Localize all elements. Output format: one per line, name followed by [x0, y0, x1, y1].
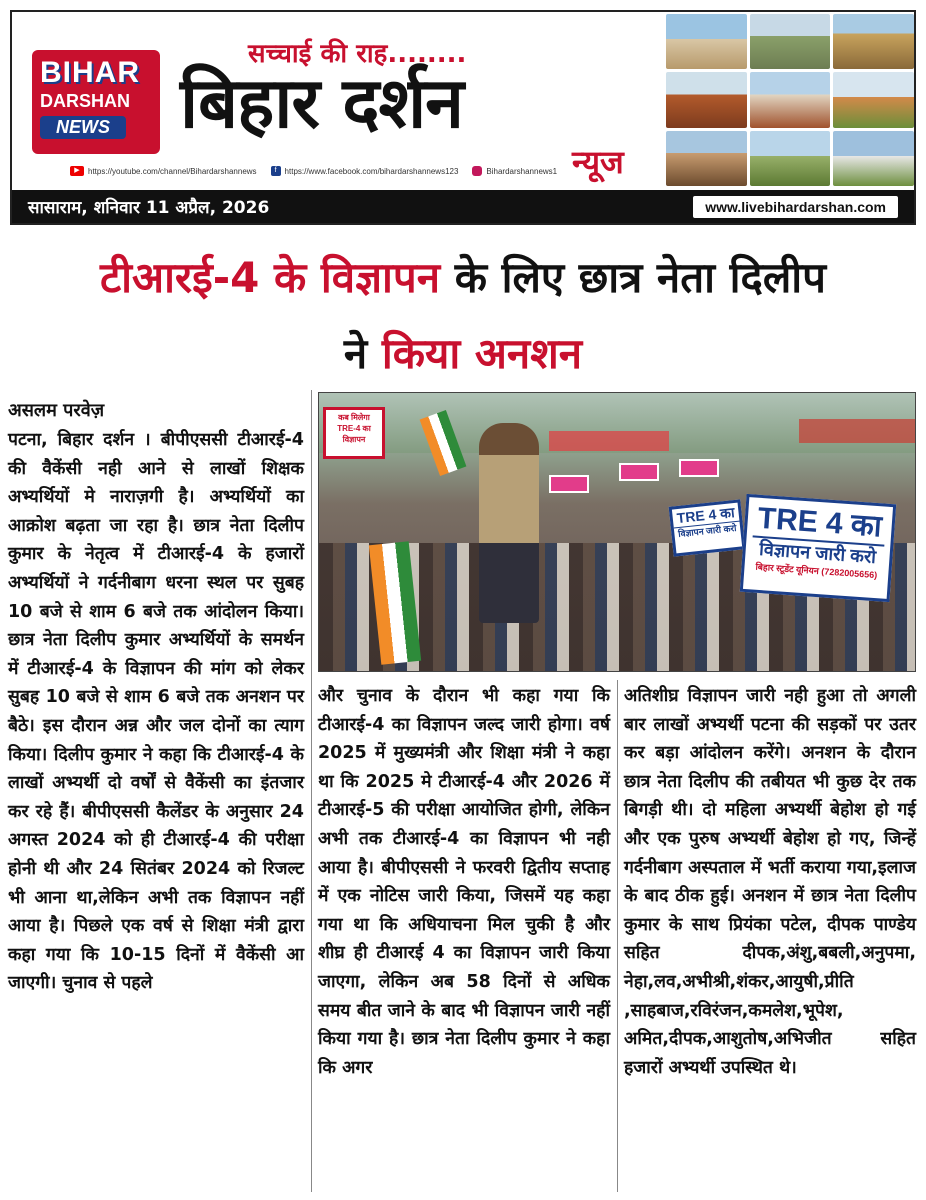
protest-photo	[318, 392, 916, 672]
headline	[0, 240, 926, 392]
youtube-url: https://youtube.com/channel/Bihardarshannews	[88, 166, 257, 176]
collage-photo	[666, 14, 747, 69]
logo-darshan-text: DARSHAN	[40, 91, 130, 111]
byline: असलम परवेज़	[8, 400, 105, 421]
collage-photo	[833, 131, 914, 186]
placard-mid-line-2: विज्ञापन जारी करो	[674, 521, 741, 541]
collage-photo	[833, 72, 914, 127]
article-column-3: अतिशीघ्र विज्ञापन जारी नही हुआ तो अगली बार लाखों अभ्यर्थी पटना की सड़कों पर उतर कर बड़ा आंदोलन करेंगे। अनशन के दौरान छात्र नेता दिलीप की तबीयत भी कुछ देर तक बिगड़ी थी। दो महिला अभ्यर्थी बेहोश हो गई और एक पुरुष अभ्यर्थी बेहोश हो गए, जिन्हें गर्दनीबाग अस्पताल में भर्ती कराया गया,इलाज के बाद ठीक हुई। अनशन में छात्र नेता दिलीप कुमार के साथ प्रियंका पटेल, दीपक पाण्डेय सहित दीपक,अंशु,बबली,अनुपमा, नेहा,लव,अभीश्री,शंकर,आयुषी,प्रीति ,साहबाज,रविरंजन,कमलेश,भूपेश, अमित,दीपक,आशुतोष,अभिजीत सहित हजारों अभ्यर्थी उपस्थित थे।	[624, 686, 916, 1078]
placard-big-line-3: बिहार स्टूडेंट यूनियन (7282005656)	[755, 561, 878, 581]
masthead	[10, 10, 916, 225]
headline-black-part-2: ने	[343, 329, 368, 378]
placard-mid-line-1: TRE 4 का	[675, 504, 736, 527]
logo-news-text: NEWS	[40, 116, 126, 139]
social-links	[70, 162, 557, 180]
collage-photo	[833, 14, 914, 69]
photo-tent	[799, 419, 916, 443]
paper-name: बिहार दर्शन	[180, 62, 464, 144]
tagline: सच्चाई की राह........	[248, 39, 467, 69]
photo-pink-placard	[679, 459, 719, 477]
placard-big-line-2: विज्ञापन जारी करो	[751, 535, 884, 568]
photo-tent	[549, 431, 669, 451]
logo-bihar-text: BIHAR	[40, 56, 140, 89]
paper-subtitle: न्यूज	[572, 143, 624, 181]
collage-photo	[750, 72, 831, 127]
facebook-url: https://www.facebook.com/bihardarshannews123	[284, 166, 459, 176]
headline-line-1	[0, 240, 926, 316]
photo-placard-mid	[669, 499, 746, 556]
facebook-icon: f	[271, 166, 281, 176]
headline-red-part-1: टीआरई-4 के विज्ञापन	[99, 253, 441, 302]
photo-pink-placard	[619, 463, 659, 481]
dateline-bar	[12, 190, 914, 223]
youtube-icon: ▶	[70, 166, 84, 176]
collage-photo	[750, 131, 831, 186]
website-url: www.livebihardarshan.com	[693, 196, 898, 218]
headline-line-2	[0, 316, 926, 392]
collage-photo	[666, 131, 747, 186]
photo-placard-big	[740, 494, 896, 602]
youtube-link	[70, 166, 257, 176]
article-column-2: और चुनाव के दौरान भी कहा गया कि टीआरई-4 का विज्ञापन जल्द जारी होगा। वर्ष 2025 में मुख्यमंत्री और शिक्षा मंत्री ने कहा था कि 2025 मे टीआरई-4 और 2026 में टीआरई-5 की परीक्षा आयोजित होगी, लेकिन अभी तक टीआरई-4 का विज्ञापन भी नही आया है। बीपीएससी ने फरवरी द्वितीय सप्ताह में एक नोटिस जारी किया, जिसमें यह कहा गया था कि अधियाचना मिल चुकी है और शीघ्र ही टीआरई 4 का विज्ञापन जारी किया जाएगा, लेकिन अब 58 दिनों से अधिक समय बीत जाने के बाद भी विज्ञापन जारी नहीं किया गया है। छात्र नेता दिलीप कुमार ने कहा कि अगर	[318, 686, 610, 1078]
photo-speaker-figure	[479, 423, 539, 623]
placard-big-line-1: TRE 4 का	[756, 501, 883, 544]
dateline: सासाराम, शनिवार 11 अप्रैल, 2026	[28, 198, 270, 218]
instagram-handle: Bihardarshannews1	[486, 166, 558, 176]
collage-photo	[750, 14, 831, 69]
headline-red-part-2: किया अनशन	[381, 329, 583, 378]
article-text-1: पटना, बिहार दर्शन । बीपीएससी टीआरई-4 की वैकेंसी नही आने से लाखों शिक्षक अभ्यर्थियों मे नाराज़गी है। अभ्यर्थियों का आक्रोश बढ़ता जा रहा है। छात्र नेता दिलीप कुमार के नेतृत्व में टीआरई-4 के हजारों अभ्यर्थियों ने गर्दनीबाग धरना स्थल पर सुबह 10 बजे से शाम 6 बजे तक आंदोलन किया। छात्र नेता दिलीप कुमार अभ्यर्थियों के समर्थन में टीआरई-4 के विज्ञापन की मांग को लेकर सुबह 10 बजे से शाम 6 बजे तक अनशन पर बैठे। इस दौरान अन्न और जल दोनों का त्याग किया। दिलीप कुमार ने कहा कि टीआरई-4 के लाखों अभ्यर्थी दो वर्षों से वैकेंसी का इंतजार कर रहे हैं। बीपीएससी कैलेंडर के अनुसार 24 अगस्त 2024 को ही टीआरई-4 की परीक्षा होनी थी और 24 सितंबर 2024 को रिजल्ट भी आना था,लेकिन अभी तक विज्ञापन नहीं आया है। पिछले एक वर्ष से शिक्षा मंत्री द्वारा कहा गया कि 10-15 दिनों में वैकेंसी आ जाएगी। चुनाव से पहले	[8, 430, 304, 994]
instagram-link	[472, 166, 557, 176]
photo-pink-placard	[549, 475, 589, 493]
brand-logo	[32, 50, 160, 154]
article-column-1	[8, 396, 304, 998]
heritage-photo-collage	[666, 14, 914, 186]
headline-black-part-1: के लिए छात्र नेता दिलीप	[454, 253, 827, 302]
instagram-icon	[472, 166, 482, 176]
photo-placard-left: कब मिलेगा TRE-4 का विज्ञापन	[323, 407, 385, 459]
column-divider	[617, 680, 618, 1192]
column-divider	[311, 390, 312, 1192]
collage-photo	[666, 72, 747, 127]
facebook-link	[271, 166, 459, 176]
